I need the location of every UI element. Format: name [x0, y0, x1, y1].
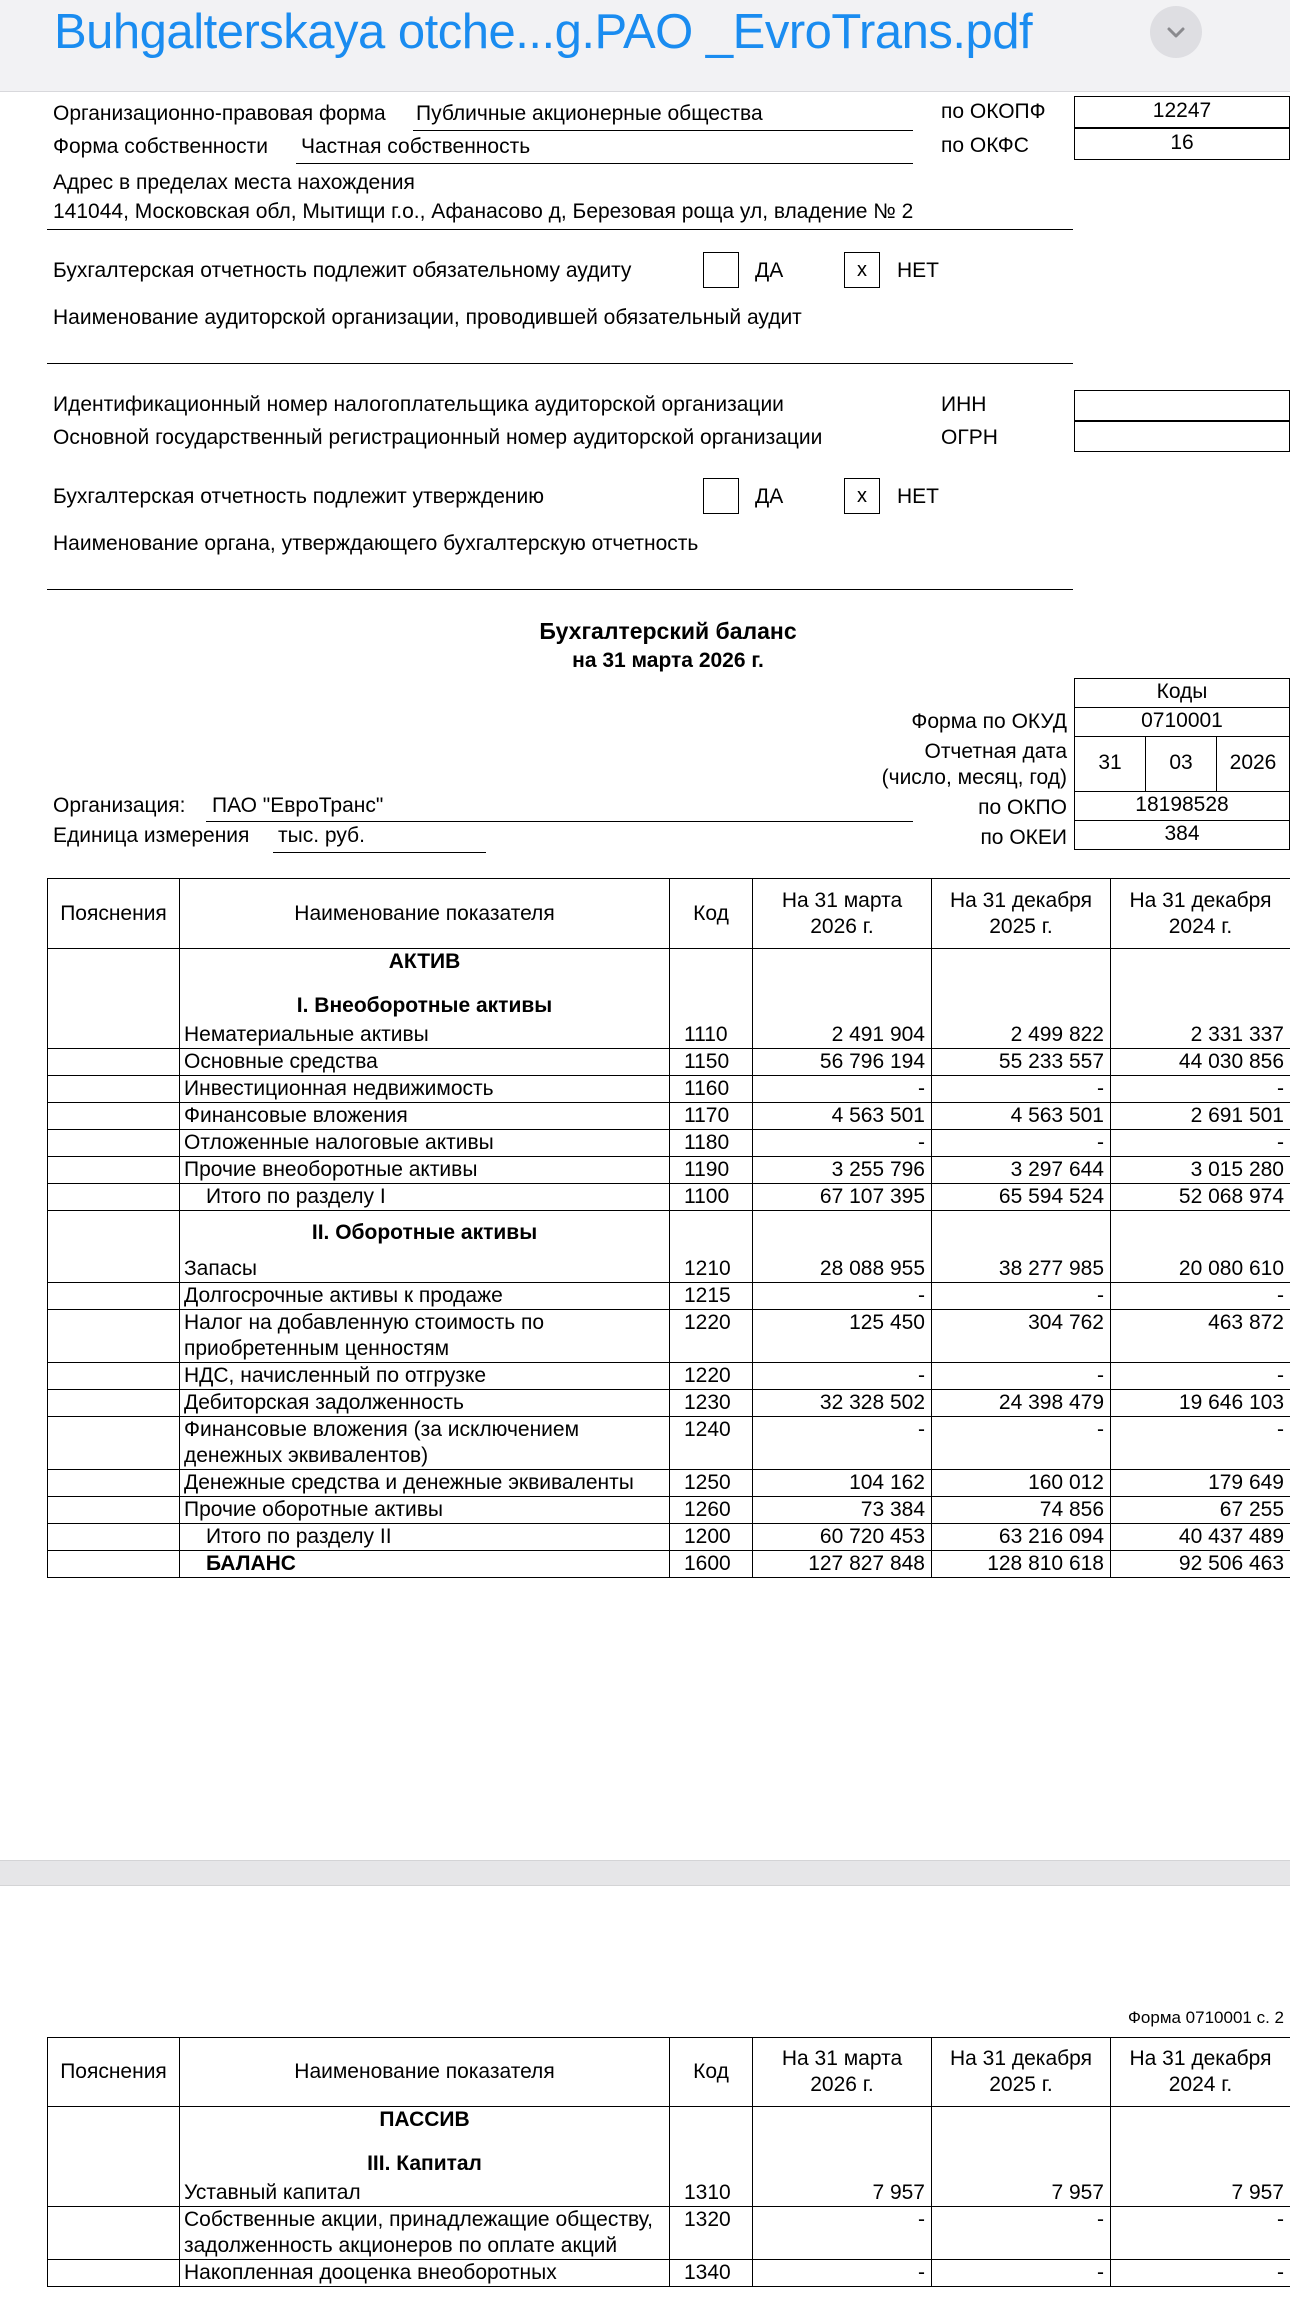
row-value-2026: 4 563 501: [753, 1102, 932, 1129]
row-name: Запасы: [180, 1256, 670, 1283]
row-value-2026: -: [753, 2259, 932, 2286]
row-code: 1110: [670, 1022, 753, 1049]
row-code: 1230: [670, 1390, 753, 1417]
header-name: Наименование показателя: [180, 2038, 670, 2107]
row-code: 1180: [670, 1129, 753, 1156]
table-row: [48, 2206, 1290, 2259]
assets-table: [47, 878, 1290, 1578]
opf-underline: [413, 130, 913, 131]
inn-value: [1074, 390, 1290, 421]
row-value-2025: -: [932, 2206, 1111, 2259]
row-name: Финансовые вложения (за исключением денежных эквивалентов): [180, 1417, 670, 1470]
row-value-2025: 3 297 644: [932, 1156, 1111, 1183]
row-value-2024: -: [1111, 1283, 1290, 1310]
row-code: 1100: [670, 1183, 753, 1210]
row-value-2025: 160 012: [932, 1470, 1111, 1497]
row-value-2025: 128 810 618: [932, 1551, 1111, 1578]
header-col1-line1: На 31 марта: [781, 888, 903, 912]
row-value-2025: 65 594 524: [932, 1183, 1111, 1210]
address-underline: [47, 229, 1073, 230]
header-col3-line1: На 31 декабря: [1129, 2047, 1272, 2070]
header-col1-line2: 2026 г.: [810, 914, 874, 938]
row-value-2024: 19 646 103: [1111, 1390, 1290, 1417]
row-value-2026: -: [753, 1417, 932, 1470]
table-row: [48, 1129, 1290, 1156]
row-value-2024: 179 649: [1111, 1470, 1290, 1497]
row-value-2024: 2 331 337: [1111, 1022, 1290, 1049]
row-value-2024: 52 068 974: [1111, 1183, 1290, 1210]
row-code: 1220: [670, 1363, 753, 1390]
audit-org-label: Наименование аудиторской организации, проводившей обязательный аудит: [53, 306, 802, 329]
balance-date: на 31 марта 2026 г.: [572, 649, 764, 672]
aktiv-heading: АКТИВ: [388, 950, 461, 973]
row-value-2025: -: [932, 1417, 1111, 1470]
section-heading-cell: [180, 949, 670, 1022]
audit-no-label: НЕТ: [897, 259, 939, 282]
approval-question: Бухгалтерская отчетность подлежит утверждению: [53, 485, 544, 508]
table-row: [48, 1156, 1290, 1183]
okopf-value: 12247: [1074, 96, 1290, 128]
row-value-2025: -: [932, 1283, 1111, 1310]
row-value-2024: 7 957: [1111, 2180, 1290, 2207]
table-row: [48, 2259, 1290, 2286]
chevron-down-icon: [1163, 19, 1189, 45]
inn-label: ИНН: [941, 393, 987, 416]
row-value-2025: 304 762: [932, 1310, 1111, 1363]
header-col1-line2: 2026 г.: [810, 2073, 874, 2096]
approval-yes-checkbox[interactable]: [703, 478, 739, 514]
row-code: 1600: [670, 1551, 753, 1578]
row-value-2026: 32 328 502: [753, 1390, 932, 1417]
row-value-2025: 7 957: [932, 2180, 1111, 2207]
row-name: Денежные средства и денежные эквиваленты: [180, 1470, 670, 1497]
row-code: 1240: [670, 1417, 753, 1470]
audit-org-underline: [47, 363, 1073, 364]
header-col2-line2: 2025 г.: [989, 914, 1053, 938]
row-value-2024: 3 015 280: [1111, 1156, 1290, 1183]
row-value-2026: 125 450: [753, 1310, 932, 1363]
inn-text: Идентификационный номер налогоплательщика аудиторской организации: [53, 393, 784, 416]
header-col1: [753, 879, 932, 949]
table-row: [48, 1497, 1290, 1524]
row-value-2025: 63 216 094: [932, 1524, 1111, 1551]
header-notes: Пояснения: [48, 879, 180, 949]
header-col3-line2: 2024 г.: [1168, 914, 1233, 938]
header-col1: [753, 2038, 932, 2107]
header-col3: [1111, 2038, 1290, 2107]
opf-label: Организационно-правовая форма: [53, 102, 386, 125]
section1-heading: I. Внеоборотные активы: [296, 994, 553, 1017]
section-heading-row: [48, 949, 1290, 1022]
ownership-label: Форма собственности: [53, 135, 268, 158]
row-value-2026: -: [753, 1075, 932, 1102]
row-value-2026: 2 491 904: [753, 1022, 932, 1049]
row-name: Накопленная дооценка внеоборотных: [180, 2259, 670, 2286]
address-value: 141044, Московская обл, Мытищи г.о., Афанасово д, Березовая роща ул, владение № 2: [53, 200, 914, 223]
form-page-note: Форма 0710001 с. 2: [1127, 2008, 1284, 2027]
row-code: 1220: [670, 1310, 753, 1363]
table-row: [48, 1417, 1290, 1470]
row-code: 1200: [670, 1524, 753, 1551]
section-heading-cell: [180, 2107, 670, 2180]
header-col2-line1: На 31 декабря: [950, 888, 1092, 912]
balance-total-row: [48, 1551, 1290, 1578]
ownership-value: Частная собственность: [301, 135, 531, 158]
row-value-2026: 67 107 395: [753, 1183, 932, 1210]
address-label: Адрес в пределах места нахождения: [53, 171, 415, 194]
header-code: Код: [670, 2038, 753, 2107]
subtotal-row: [48, 1183, 1290, 1210]
report-year: 2026: [1216, 736, 1290, 792]
table-row: [48, 2180, 1290, 2207]
row-value-2024: -: [1111, 1075, 1290, 1102]
row-value-2026: 56 796 194: [753, 1048, 932, 1075]
row-value-2026: -: [753, 2206, 932, 2259]
ogrn-label: ОГРН: [941, 426, 998, 449]
row-code: 1170: [670, 1102, 753, 1129]
row-code: 1260: [670, 1497, 753, 1524]
row-value-2024: -: [1111, 2259, 1290, 2286]
header-name: Наименование показателя: [180, 879, 670, 949]
viewer-header: [0, 0, 1290, 92]
section2-heading: II. Оборотные активы: [180, 1210, 670, 1256]
org-underline: [206, 821, 913, 822]
okpo-label: по ОКПО: [978, 796, 1067, 819]
date-label-2: (число, месяц, год): [881, 766, 1067, 789]
okei-value: 384: [1074, 820, 1290, 850]
report-day: 31: [1074, 736, 1146, 792]
section3-heading: III. Капитал: [367, 2152, 482, 2175]
row-value-2025: -: [932, 1363, 1111, 1390]
row-code: 1320: [670, 2206, 753, 2259]
row-value-2024: -: [1111, 1129, 1290, 1156]
table-row: [48, 1310, 1290, 1363]
audit-yes-label: ДА: [755, 259, 784, 282]
row-value-2024: -: [1111, 1417, 1290, 1470]
okfs-label: по ОКФС: [941, 134, 1029, 157]
row-name: Инвестиционная недвижимость: [180, 1075, 670, 1102]
row-code: 1210: [670, 1256, 753, 1283]
okfs-value: 16: [1074, 128, 1290, 160]
org-value: ПАО "ЕвроТранс": [212, 794, 384, 817]
row-name: Собственные акции, принадлежащие обществу, задолженность акционеров по оплате акций: [180, 2206, 670, 2259]
document-page-1: [0, 92, 1290, 1862]
row-value-2024: 40 437 489: [1111, 1524, 1290, 1551]
header-col2-line2: 2025 г.: [989, 2073, 1053, 2096]
audit-yes-checkbox[interactable]: [703, 252, 739, 288]
ogrn-value: [1074, 421, 1290, 452]
row-value-2025: 24 398 479: [932, 1390, 1111, 1417]
report-month: 03: [1145, 736, 1217, 792]
row-name: Уставный капитал: [180, 2180, 670, 2207]
page-separator: [0, 1860, 1290, 1886]
liabilities-table: [47, 2037, 1290, 2287]
row-value-2024: 2 691 501: [1111, 1102, 1290, 1129]
unit-label: Единица измерения: [53, 824, 250, 847]
subtotal-row: [48, 1524, 1290, 1551]
row-value-2026: 7 957: [753, 2180, 932, 2207]
row-value-2024: 463 872: [1111, 1310, 1290, 1363]
document-title[interactable]: Buhgalterskaya otche...g.PAO _EvroTrans.pdf: [54, 5, 1033, 59]
approval-yes-label: ДА: [755, 485, 784, 508]
table-row: [48, 1048, 1290, 1075]
row-value-2025: 74 856: [932, 1497, 1111, 1524]
row-code: 1160: [670, 1075, 753, 1102]
date-label-1: Отчетная дата: [924, 740, 1067, 763]
okopf-label: по ОКОПФ: [941, 100, 1046, 123]
header-code: Код: [670, 879, 753, 949]
codes-header: Коды: [1074, 678, 1290, 708]
approver-label: Наименование органа, утверждающего бухгалтерскую отчетность: [53, 532, 699, 555]
row-value-2025: -: [932, 1129, 1111, 1156]
header-col2: [932, 879, 1111, 949]
section-heading-row: [48, 2107, 1290, 2180]
audit-no-checkbox[interactable]: х: [844, 252, 880, 288]
row-value-2024: -: [1111, 2206, 1290, 2259]
row-name: Основные средства: [180, 1048, 670, 1075]
header-col2: [932, 2038, 1111, 2107]
row-code: 1310: [670, 2180, 753, 2207]
row-value-2026: 104 162: [753, 1470, 932, 1497]
row-name: Нематериальные активы: [180, 1022, 670, 1049]
row-code: 1190: [670, 1156, 753, 1183]
table-row: [48, 1470, 1290, 1497]
header-col3-line2: 2024 г.: [1168, 2073, 1233, 2096]
table-header-row: [48, 2038, 1290, 2107]
okpo-value: 18198528: [1074, 791, 1290, 821]
header-notes: Пояснения: [48, 2038, 180, 2107]
passiv-heading: ПАССИВ: [379, 2108, 470, 2131]
table-row: [48, 1102, 1290, 1129]
row-code: 1150: [670, 1048, 753, 1075]
row-value-2025: 38 277 985: [932, 1256, 1111, 1283]
row-value-2026: 3 255 796: [753, 1156, 932, 1183]
header-col3: [1111, 879, 1290, 949]
row-value-2024: 20 080 610: [1111, 1256, 1290, 1283]
approver-underline: [47, 589, 1073, 590]
row-name: Финансовые вложения: [180, 1102, 670, 1129]
table-row: [48, 1022, 1290, 1049]
ogrn-text: Основной государственный регистрационный номер аудиторской организации: [53, 426, 823, 449]
row-value-2025: -: [932, 2259, 1111, 2286]
row-name: Итого по разделу I: [180, 1183, 670, 1210]
row-value-2025: 4 563 501: [932, 1102, 1111, 1129]
audit-question: Бухгалтерская отчетность подлежит обязательному аудиту: [53, 259, 632, 282]
row-value-2024: 92 506 463: [1111, 1551, 1290, 1578]
row-value-2024: -: [1111, 1363, 1290, 1390]
row-value-2026: -: [753, 1129, 932, 1156]
header-col3-line1: На 31 декабря: [1129, 888, 1272, 912]
table-row: [48, 1390, 1290, 1417]
row-code: 1215: [670, 1283, 753, 1310]
balance-title: Бухгалтерский баланс: [539, 618, 797, 644]
row-code: 1340: [670, 2259, 753, 2286]
document-page-2: [0, 1886, 1290, 2320]
approval-no-checkbox[interactable]: х: [844, 478, 880, 514]
row-name: Дебиторская задолженность: [180, 1390, 670, 1417]
row-name: Прочие оборотные активы: [180, 1497, 670, 1524]
org-label: Организация:: [53, 794, 186, 817]
row-name: Налог на добавленную стоимость по приобретенным ценностям: [180, 1310, 670, 1363]
document-menu-button[interactable]: [1150, 6, 1202, 58]
row-value-2026: 28 088 955: [753, 1256, 932, 1283]
table-header-row: [48, 879, 1290, 949]
row-name: Итого по разделу II: [180, 1524, 670, 1551]
row-value-2026: 127 827 848: [753, 1551, 932, 1578]
table-row: [48, 1363, 1290, 1390]
table-row: [48, 1283, 1290, 1310]
row-value-2024: 44 030 856: [1111, 1048, 1290, 1075]
row-value-2026: 73 384: [753, 1497, 932, 1524]
approval-no-label: НЕТ: [897, 485, 939, 508]
row-value-2025: 55 233 557: [932, 1048, 1111, 1075]
row-value-2025: -: [932, 1075, 1111, 1102]
opf-value: Публичные акционерные общества: [416, 102, 763, 125]
row-value-2026: -: [753, 1283, 932, 1310]
okei-label: по ОКЕИ: [980, 826, 1067, 849]
row-value-2024: 67 255: [1111, 1497, 1290, 1524]
section-heading-row: [48, 1210, 1290, 1256]
row-value-2026: -: [753, 1363, 932, 1390]
unit-value: тыс. руб.: [278, 824, 365, 847]
table-row: [48, 1075, 1290, 1102]
okud-label: Форма по ОКУД: [911, 710, 1067, 733]
ownership-underline: [296, 163, 913, 164]
row-name: БАЛАНС: [180, 1551, 670, 1578]
unit-underline: [273, 852, 486, 853]
row-name: Отложенные налоговые активы: [180, 1129, 670, 1156]
row-value-2026: 60 720 453: [753, 1524, 932, 1551]
row-name: Долгосрочные активы к продаже: [180, 1283, 670, 1310]
row-value-2025: 2 499 822: [932, 1022, 1111, 1049]
row-name: Прочие внеоборотные активы: [180, 1156, 670, 1183]
header-col2-line1: На 31 декабря: [950, 2047, 1092, 2070]
okud-value: 0710001: [1074, 707, 1290, 737]
row-name: НДС, начисленный по отгрузке: [180, 1363, 670, 1390]
row-code: 1250: [670, 1470, 753, 1497]
header-col1-line1: На 31 марта: [781, 2047, 903, 2070]
table-row: [48, 1256, 1290, 1283]
